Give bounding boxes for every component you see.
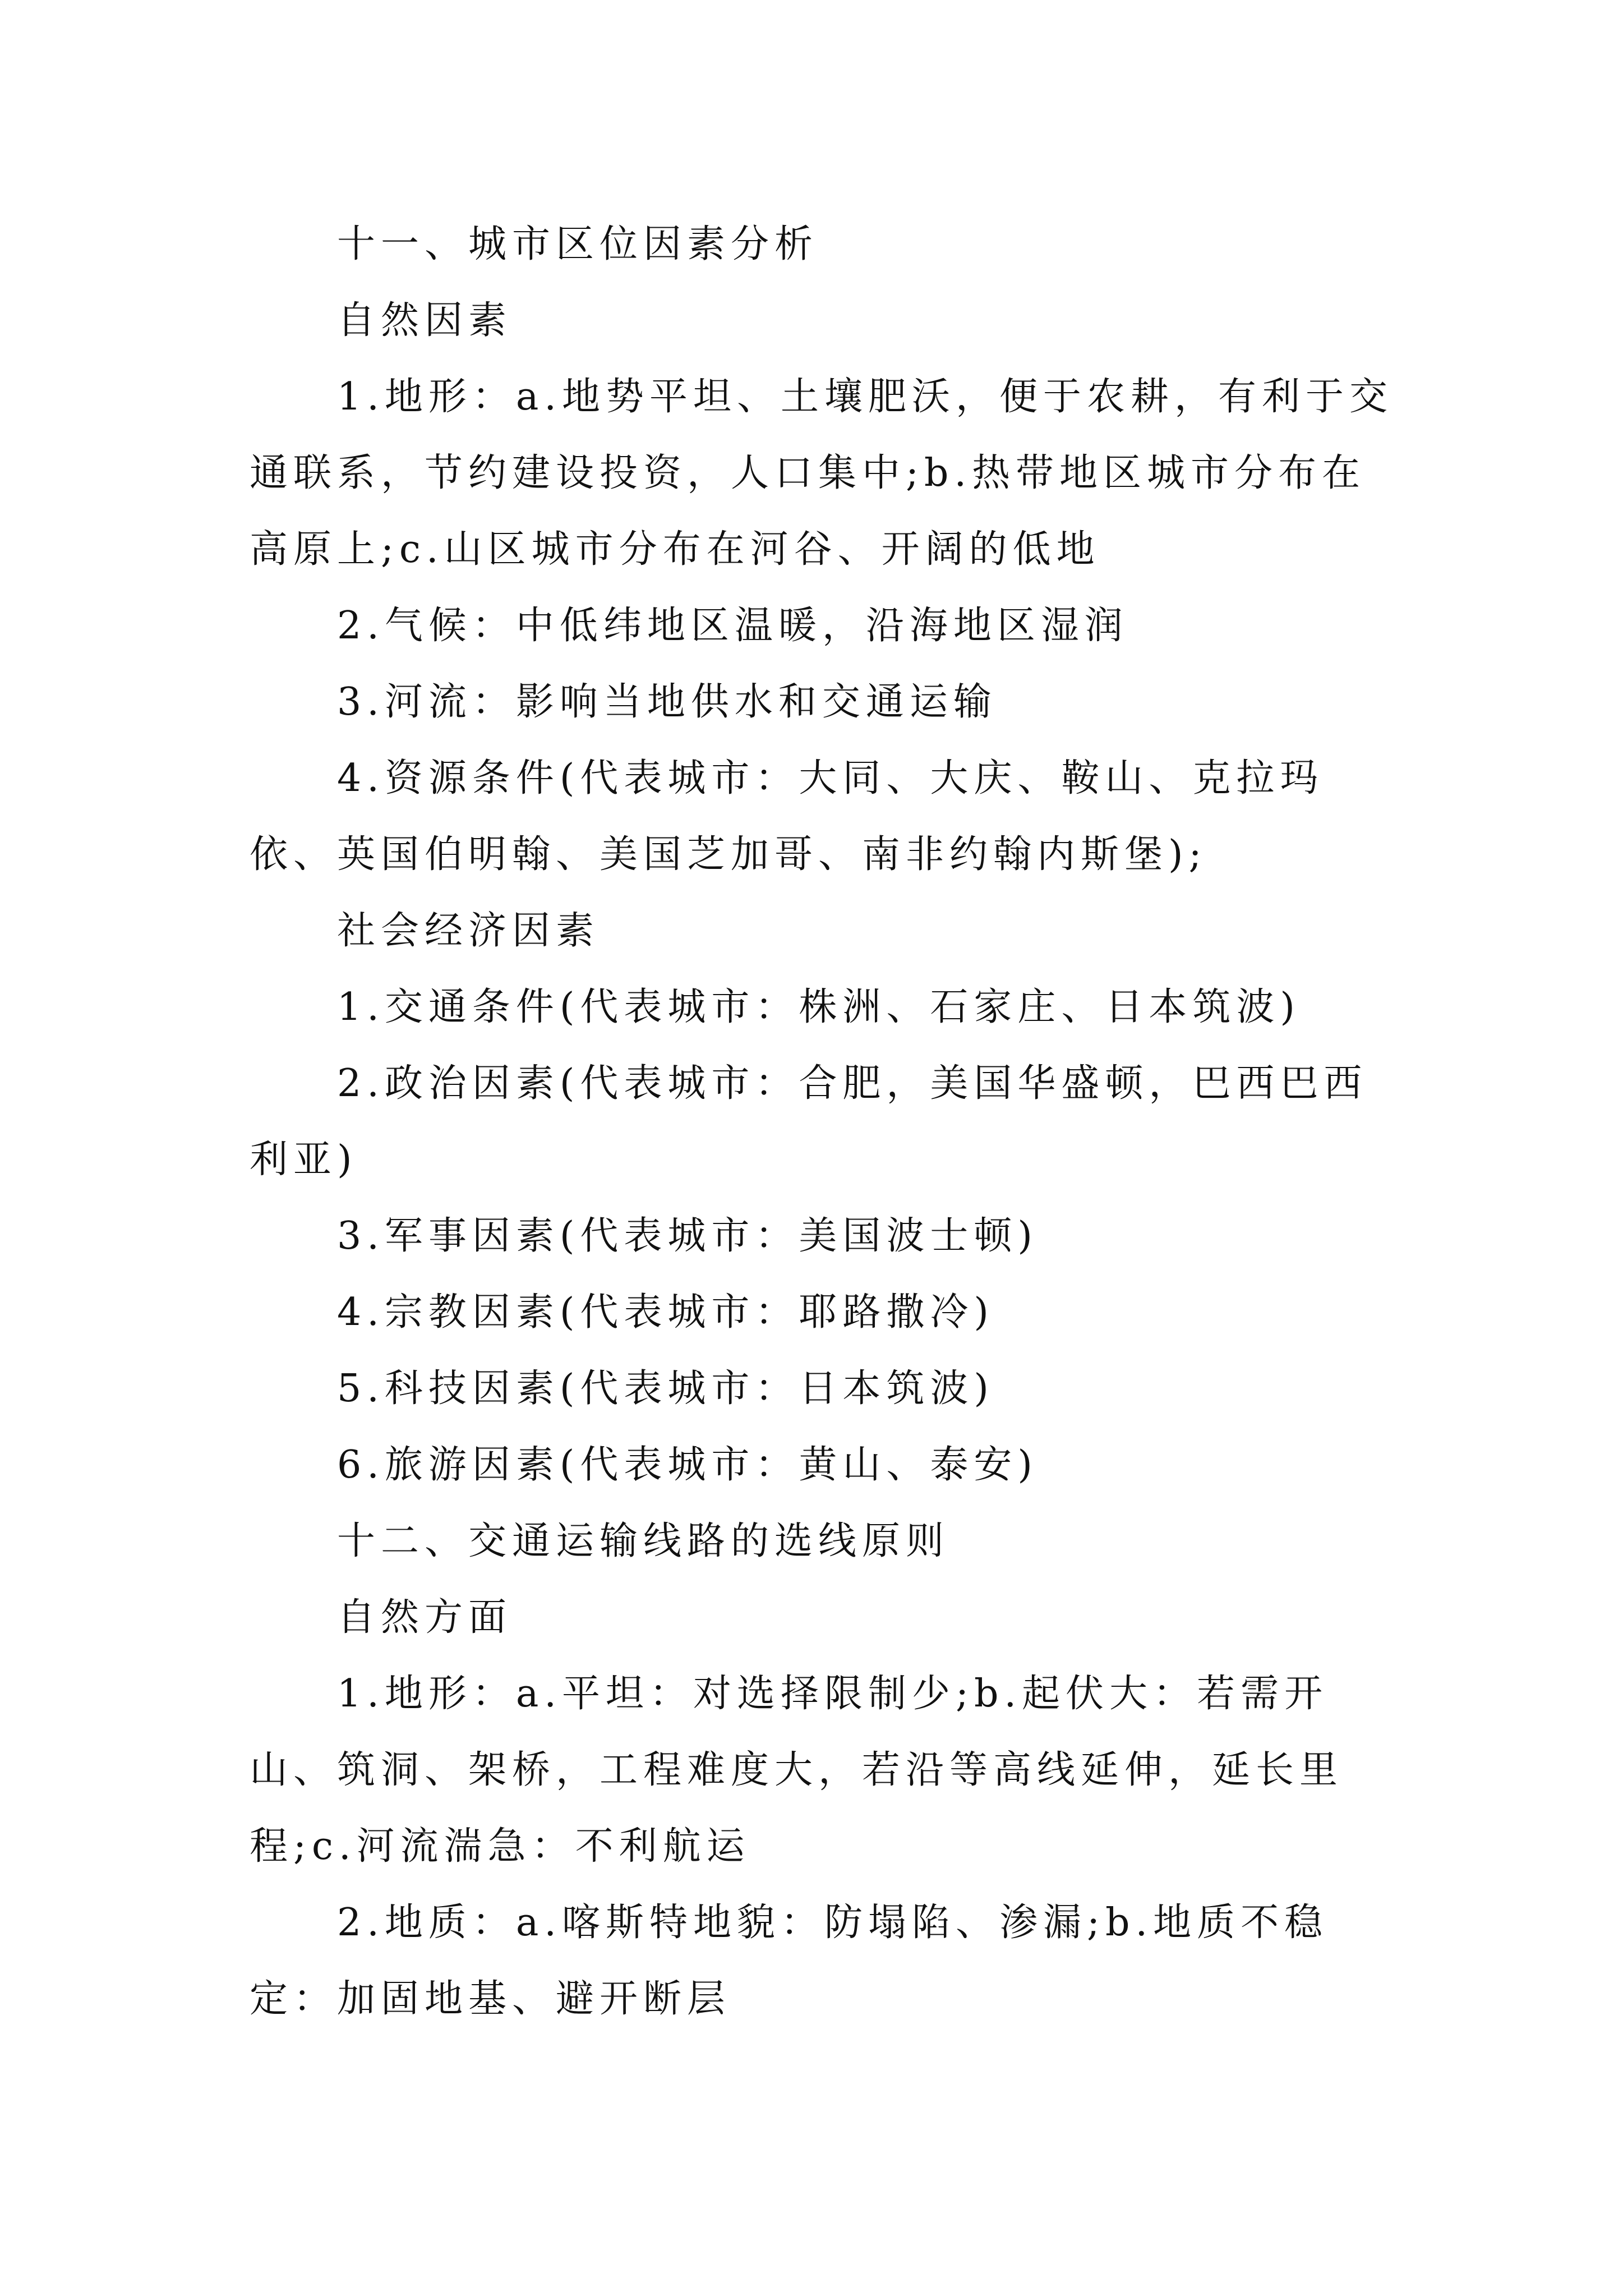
- document-body: [250, 206, 1394, 2037]
- subheading-natural-aspects: 自然方面: [337, 1595, 513, 1640]
- section-heading-route-selection: 十二、交通运输线路的选线原则: [337, 1519, 950, 1563]
- paragraph-route-terrain: 1.地形：a.平坦：对选择限制少;b.起伏大：若需开山、筑洞、架桥，工程难度大，若沿等高线延伸，延长里程;c.河流湍急：不利航运: [250, 1672, 1344, 1869]
- section-heading-urban-location: 十一、城市区位因素分析: [337, 222, 819, 266]
- subheading-natural-factors: 自然因素: [337, 298, 513, 343]
- paragraph-tourism: 6.旅游因素(代表城市：黄山、泰安): [337, 1443, 1038, 1487]
- paragraph-military: 3.军事因素(代表城市：美国波士顿): [337, 1214, 1038, 1258]
- paragraph-politics: 2.政治因素(代表城市：合肥，美国华盛顿，巴西巴西利亚): [250, 1061, 1368, 1182]
- paragraph-resources: 4.资源条件(代表城市：大同、大庆、鞍山、克拉玛依、英国伯明翰、美国芝加哥、南非约翰内斯堡);: [250, 756, 1324, 877]
- subheading-socioeconomic-factors: 社会经济因素: [337, 909, 600, 953]
- paragraph-route-geology: 2.地质：a.喀斯特地貌：防塌陷、渗漏;b.地质不稳定：加固地基、避开断层: [250, 1901, 1329, 2021]
- paragraph-climate: 2.气候：中低纬地区温暖，沿海地区湿润: [337, 604, 1128, 648]
- paragraph-religion: 4.宗教因素(代表城市：耶路撒冷): [337, 1290, 994, 1335]
- paragraph-rivers: 3.河流：影响当地供水和交通运输: [337, 680, 997, 724]
- paragraph-transport: 1.交通条件(代表城市：株洲、石家庄、日本筑波): [337, 985, 1301, 1029]
- paragraph-terrain: 1.地形：a.地势平坦、土壤肥沃，便于农耕，有利于交通联系，节约建设投资，人口集中;b.热带地区城市分布在高原上;c.山区城市分布在河谷、开阔的低地: [250, 375, 1394, 572]
- paragraph-technology: 5.科技因素(代表城市：日本筑波): [337, 1366, 994, 1411]
